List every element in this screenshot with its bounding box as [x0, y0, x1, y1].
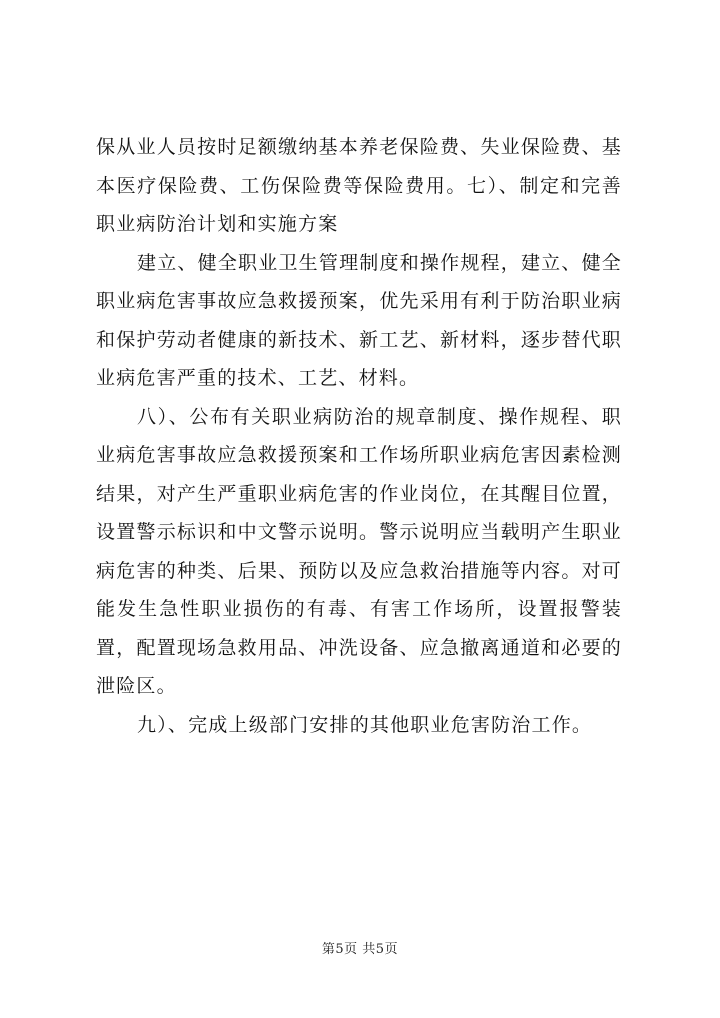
paragraph-item-nine: 九）、完成上级部门安排的其他职业危害防治工作。 — [137, 713, 593, 736]
document-body — [96, 128, 622, 744]
paragraph-management-system: 建立、健全职业卫生管理制度和操作规程，建立、健全职业病危害事故应急救援预案，优先采用有利于防治职业病和保护劳动者健康的新技术、新工艺、新材料，逐步替代职业病危害严重的技术、工艺、材料。 — [96, 251, 622, 389]
paragraph-item-eight: 八）、公布有关职业病防治的规章制度、操作规程、职业病危害事故应急救援预案和工作场所职业病危害因素检测结果，对产生严重职业病危害的作业岗位，在其醒目位置，设置警示标识和中文警示说明。警示说明应当载明产生职业病危害的种类、后果、预防以及应急救治措施等内容。对可能发生急性职业损伤的有毒、有害工作场所，设置报警装置，配置现场急救用品、冲洗设备、应急撤离通道和必要的泄险区。 — [96, 405, 622, 697]
page-number-footer: 第5页 共5页 — [321, 942, 399, 957]
paragraph-continuation: 保从业人员按时足额缴纳基本养老保险费、失业保险费、基本医疗保险费、工伤保险费等保险费用。七）、制定和完善职业病防治计划和实施方案 — [96, 136, 622, 235]
